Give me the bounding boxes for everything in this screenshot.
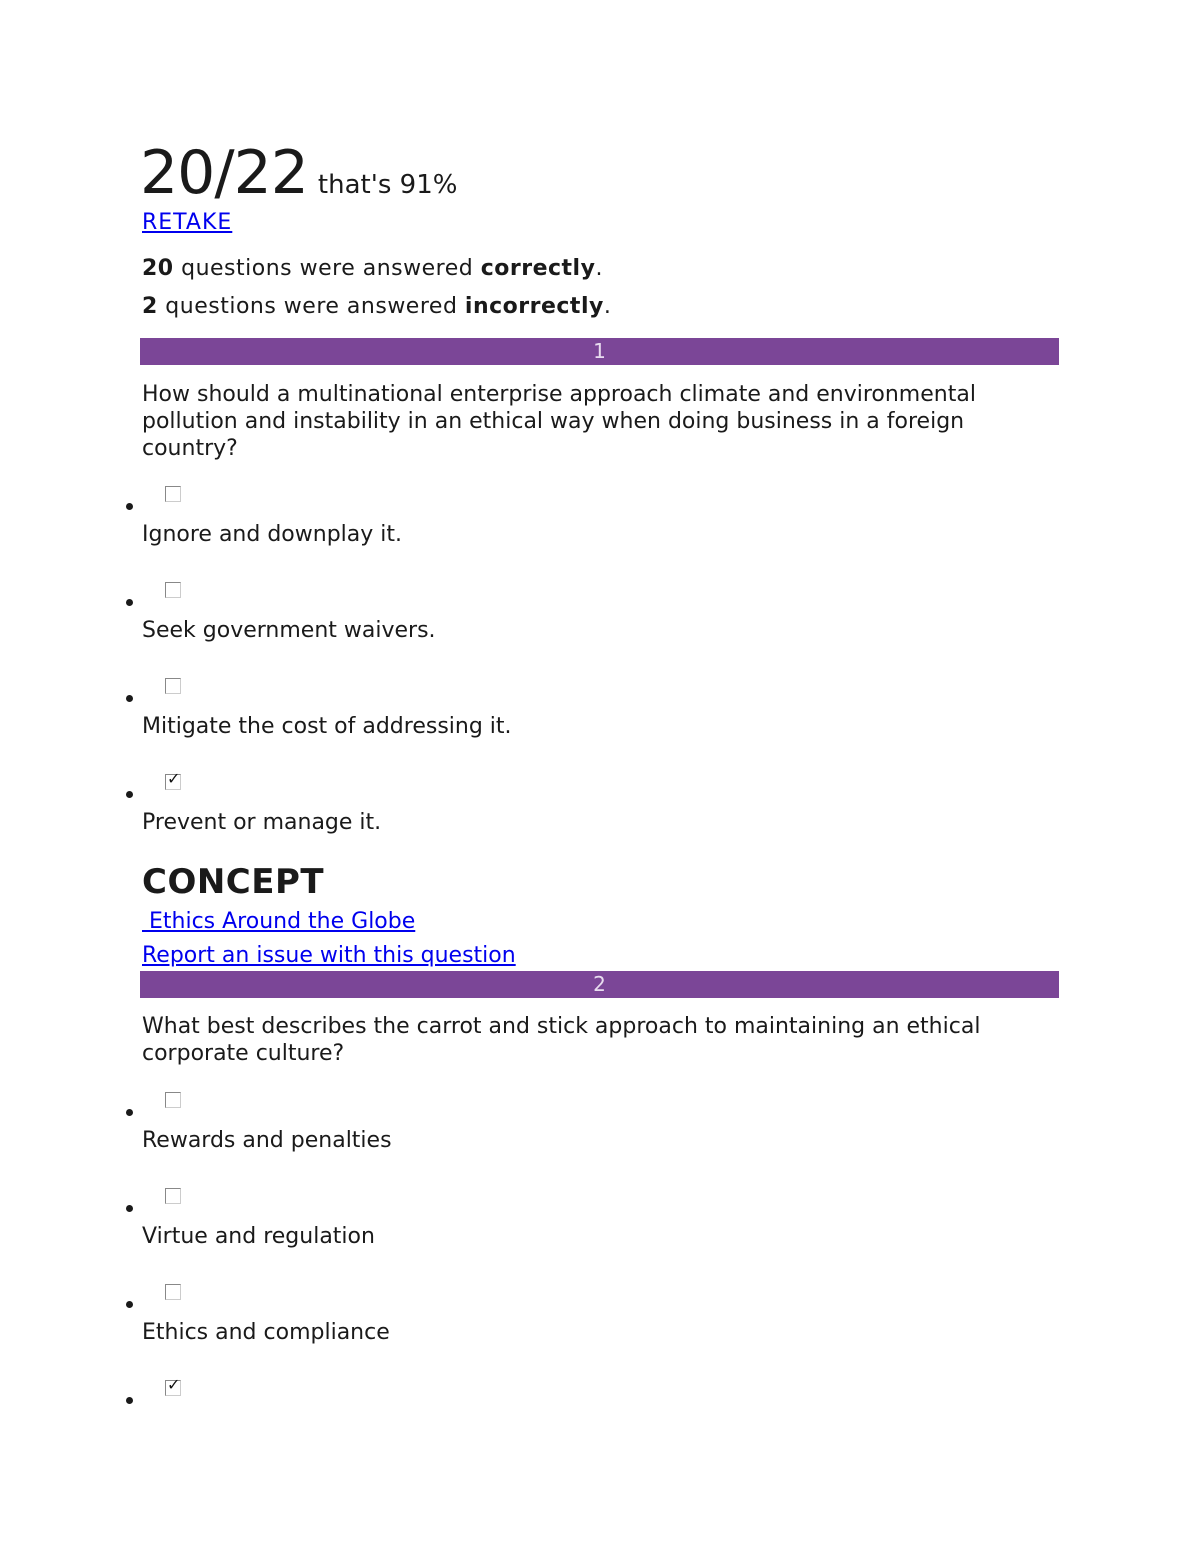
- checkbox[interactable]: [165, 1092, 181, 1108]
- summary-incorrect: [142, 294, 611, 319]
- checkbox[interactable]: [165, 582, 181, 598]
- score-percent: that's 91%: [317, 170, 458, 200]
- bullet-icon: [126, 1301, 133, 1308]
- option-label: Ignore and downplay it.: [142, 522, 402, 547]
- option-label: Seek government waivers.: [142, 618, 436, 643]
- answer-option-selected[interactable]: [140, 769, 1040, 844]
- option-label: Rewards and penalties: [142, 1128, 392, 1153]
- option-label: Prevent or manage it.: [142, 810, 382, 835]
- summary-correct-text: questions were answered: [173, 256, 481, 281]
- summary-incorrect-text: questions were answered: [157, 294, 465, 319]
- answer-option[interactable]: [140, 486, 1040, 556]
- checkbox[interactable]: [165, 1188, 181, 1204]
- checkbox[interactable]: [165, 486, 181, 502]
- checkbox[interactable]: [165, 1284, 181, 1300]
- answer-option[interactable]: [140, 1092, 1040, 1162]
- question-number-bar: 1: [140, 338, 1059, 365]
- option-label: Ethics and compliance: [142, 1320, 390, 1345]
- concept-link[interactable]: Ethics Around the Globe: [142, 909, 416, 934]
- answer-option[interactable]: [140, 582, 1040, 652]
- question-number-bar: 2: [140, 971, 1059, 998]
- answer-option[interactable]: [140, 1188, 1040, 1258]
- bullet-icon: [126, 1205, 133, 1212]
- summary-correct: [142, 256, 603, 281]
- bullet-icon: [126, 1109, 133, 1116]
- answer-option[interactable]: [140, 678, 1040, 748]
- incorrect-word: incorrectly: [464, 294, 604, 319]
- bullet-icon: [126, 599, 133, 606]
- report-issue-link[interactable]: Report an issue with this question: [142, 943, 516, 968]
- checkbox-checked[interactable]: [165, 769, 181, 790]
- summary-period: .: [595, 256, 603, 281]
- correct-word: correctly: [480, 256, 596, 281]
- question-text: What best describes the carrot and stick approach to maintaining an ethical corporate culture?: [142, 1014, 981, 1066]
- summary-period: .: [603, 294, 612, 319]
- answer-option-selected[interactable]: [140, 1375, 1040, 1450]
- bullet-icon: [126, 1397, 133, 1404]
- checkmark-icon: ✓: [167, 1375, 181, 1394]
- answer-option[interactable]: [140, 1284, 1040, 1354]
- score-header: [140, 138, 457, 208]
- score-fraction: 20/22: [140, 138, 308, 208]
- correct-count: 20: [142, 256, 174, 281]
- checkbox[interactable]: [165, 678, 181, 694]
- bullet-icon: [126, 503, 133, 510]
- concept-heading: CONCEPT: [142, 862, 325, 902]
- bullet-icon: [126, 791, 133, 798]
- option-label: Mitigate the cost of addressing it.: [142, 714, 512, 739]
- incorrect-count: 2: [142, 294, 158, 319]
- question-text: How should a multinational enterprise approach climate and environmental pollution and instability in an ethical way when doing business in a foreign country?: [142, 382, 976, 461]
- retake-link[interactable]: RETAKE: [142, 210, 233, 235]
- checkmark-icon: ✓: [167, 769, 181, 788]
- checkbox-checked[interactable]: [165, 1375, 181, 1396]
- bullet-icon: [126, 695, 133, 702]
- option-label: Virtue and regulation: [142, 1224, 375, 1249]
